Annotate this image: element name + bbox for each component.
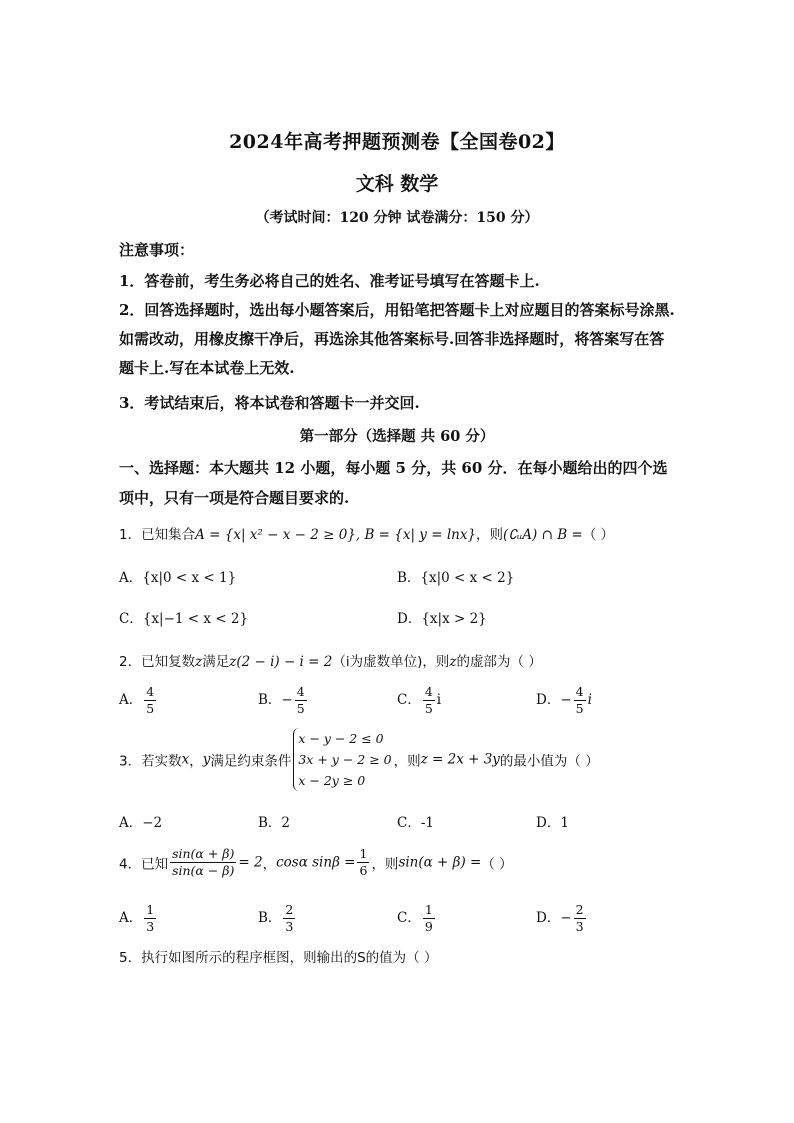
q2-option-d-fraction [574, 684, 586, 717]
q3-objective: z = 2x + 3y [420, 751, 500, 768]
q2-stem-c: （i为虚数单位)，则 [332, 654, 450, 670]
q1-option-d: D．{x|x > 2} [397, 611, 487, 627]
q3-option-c: C．-1 [397, 815, 434, 831]
q2-option-a-label: A． [119, 692, 143, 708]
note-item-1: 1．答卷前，考生务必将自己的姓名、准考证号填写在答题卡上. [119, 272, 540, 290]
page-title: 2024年高考押题预测卷【全国卷02】 [229, 131, 565, 153]
q2-option-d [536, 684, 592, 717]
q2-stem: 2．已知复数 [119, 654, 196, 670]
q4-option-c-numerator: 1 [424, 902, 433, 917]
q4-condition-numerator: 1 [359, 846, 368, 861]
q4-option-a-numerator: 1 [146, 902, 155, 917]
q3-constraint-2: 3x + y − 2 ≥ 0 [298, 752, 392, 767]
q4-ratio-numerator: sin(α + β) [172, 846, 235, 861]
q2-option-d-numerator: 4 [575, 684, 584, 699]
q4-option-b-numerator: 2 [285, 902, 294, 917]
q4-condition-fraction [357, 846, 369, 879]
q4-target: sin(α + β) = [398, 854, 482, 871]
q4-ratio-denominator: sin(α − β) [172, 863, 235, 878]
q1-stem: 1．已知集合 [119, 527, 196, 543]
section-title: 第一部分（选择题 共 60 分） [299, 428, 495, 445]
q2-option-d-label: D．− [536, 692, 572, 708]
q4-option-a-denominator: 3 [146, 919, 155, 934]
question-1 [119, 523, 614, 543]
q4-ratio-fraction [170, 846, 236, 879]
page-subtitle: 文科 数学 [355, 173, 439, 195]
q1-option-b: B．{x|0 < x < 2} [397, 570, 515, 586]
q1-option-c: C．{x|−1 < x < 2} [119, 611, 249, 627]
exam-info: （考试时间：120 分钟 试卷满分：150 分） [255, 210, 539, 226]
q2-option-d-suffix: i [587, 692, 592, 708]
q3-stem-d: 的最小值为（ ） [499, 753, 599, 770]
question-3 [119, 728, 599, 791]
q2-option-b-numerator: 4 [296, 684, 305, 699]
q4-option-d-numerator: 2 [575, 902, 584, 917]
q4-stem: 4．已知 [119, 856, 169, 873]
q2-equation: z(2 − i) − i = 2 [229, 654, 333, 670]
q4-option-c-fraction [423, 902, 435, 935]
q2-option-b-denominator: 5 [296, 701, 305, 716]
q4-equals-two: = 2 [238, 854, 263, 871]
q2-stem-d: 的虚部为（ ） [456, 654, 542, 670]
q2-option-c-denominator: 5 [424, 701, 433, 716]
q1-sets: A = {x| x² − x − 2 ≥ 0}, B = {x| y = lnx} [195, 527, 477, 543]
q2-option-c-numerator: 4 [424, 684, 433, 699]
q4-stem-b: ，则 [371, 856, 399, 873]
q3-option-b: B．2 [258, 815, 291, 831]
notes-heading: 注意事项： [119, 241, 195, 259]
q1-option-a: A．{x|0 < x < 1} [119, 570, 237, 586]
q2-option-d-denominator: 5 [575, 701, 584, 716]
q3-option-d: D．1 [536, 815, 569, 831]
q3-separator: ， [189, 753, 203, 770]
q4-option-b-fraction [283, 902, 295, 935]
q2-option-c-suffix: i [436, 692, 442, 708]
q3-stem: 3．若实数 [119, 753, 182, 770]
q3-stem-b: 满足约束条件 [210, 753, 292, 770]
q4-option-c-denominator: 9 [424, 919, 433, 934]
q4-option-b-denominator: 3 [285, 919, 294, 934]
q2-option-a [119, 684, 158, 717]
q4-option-d [536, 902, 588, 935]
note-item-3: 3．考试结束后，将本试卷和答题卡一并交回. [119, 394, 420, 412]
q4-condition-denominator: 6 [359, 863, 368, 878]
q2-option-b-fraction [295, 684, 307, 717]
q1-blank: （ ） [582, 527, 615, 543]
q2-option-a-fraction [144, 684, 156, 717]
section-intro: 一、选择题：本大题共 12 小题，每小题 5 分，共 60 分．在每小题给出的四个选项中，只有一项是符合题目要求的. [119, 459, 668, 507]
q3-x: x [181, 751, 190, 768]
q4-separator: ， [262, 856, 277, 873]
q4-condition: cosα sinβ = [276, 854, 356, 871]
q4-option-a [119, 902, 158, 935]
q4-option-d-denominator: 3 [575, 919, 584, 934]
note-item-2: 2．回答选择题时，选出每小题答案后，用铅笔把答题卡上对应题目的答案标号涂黑.如需改动，用橡皮擦干净后，再选涂其他答案标号.回答非选择题时，将答案写在答题卡上.写在本试卷上无效. [119, 301, 675, 377]
q3-constraint-3: x − 2y ≥ 0 [298, 773, 366, 788]
q2-z: z [195, 654, 203, 670]
q4-option-a-label: A． [119, 910, 143, 926]
q3-stem-c: ，则 [393, 753, 421, 770]
q4-option-c-label: C． [397, 910, 421, 926]
q1-expression: (∁ᵤA) ∩ B = [503, 527, 583, 543]
q2-option-a-denominator: 5 [146, 701, 155, 716]
q4-option-b-label: B． [258, 910, 282, 926]
q4-option-d-fraction [574, 902, 586, 935]
question-4 [119, 846, 513, 879]
q2-option-c-fraction [423, 684, 435, 717]
q3-option-a: A．−2 [119, 815, 163, 831]
q3-y: y [202, 751, 211, 768]
q2-option-c-label: C． [397, 692, 421, 708]
q4-option-b [258, 902, 297, 935]
q2-option-c [397, 684, 441, 717]
q2-option-b-label: B．− [258, 692, 293, 708]
q2-option-b [258, 684, 309, 717]
q2-z-ref: z [449, 654, 457, 670]
q4-option-d-label: D．− [536, 910, 572, 926]
question-5: 5．执行如图所示的程序框图，则输出的S的值为（ ） [119, 950, 438, 966]
q2-option-a-numerator: 4 [146, 684, 155, 699]
q4-blank: （ ） [481, 856, 513, 873]
question-2 [119, 650, 542, 670]
q3-constraint-system [293, 728, 391, 791]
q3-constraint-1: x − y − 2 ≤ 0 [298, 731, 384, 746]
q2-stem-b: 满足 [202, 654, 230, 670]
q1-stem-b: ，则 [476, 527, 504, 543]
q4-option-c [397, 902, 437, 935]
q4-option-a-fraction [144, 902, 156, 935]
